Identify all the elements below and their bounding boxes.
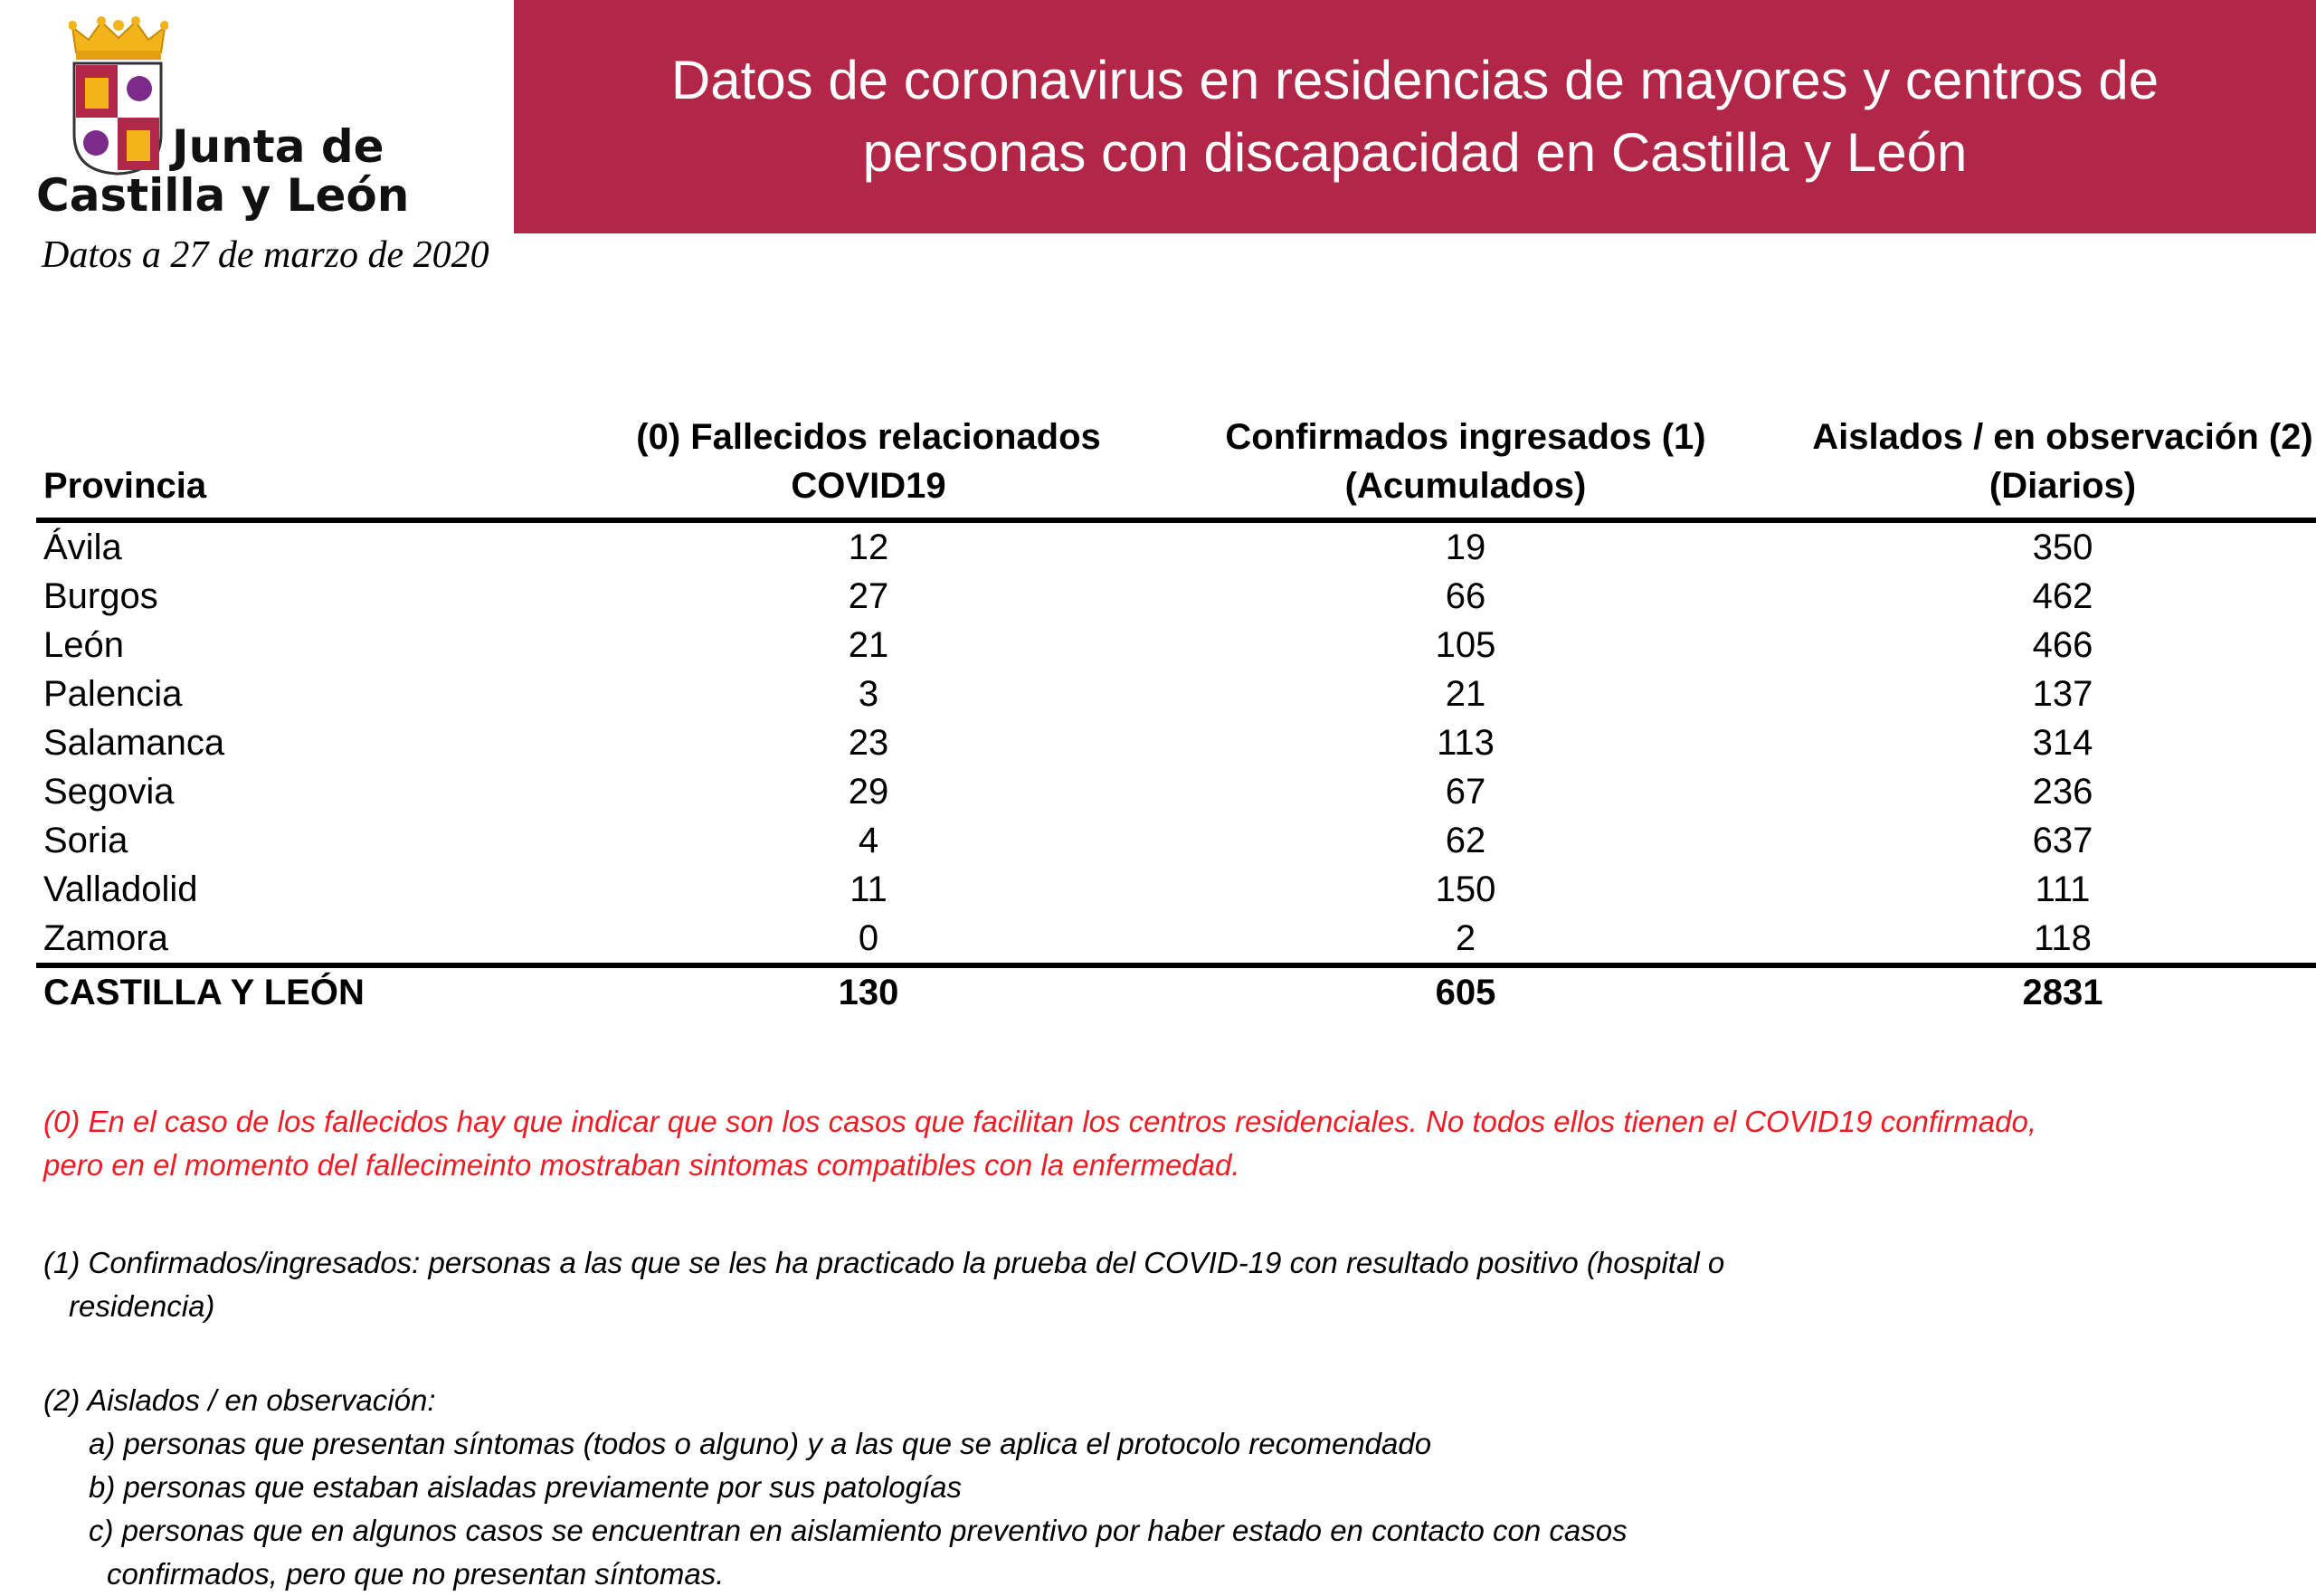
logo-line2: Castilla y León bbox=[36, 169, 410, 222]
note-confirmados-line1: (1) Confirmados/ingresados: personas a las que se les ha practicado la prueba del COVID-19 con resultado positivo (hospital o bbox=[43, 1246, 1725, 1279]
total-row bbox=[36, 963, 2316, 1019]
cell-provincia: Soria bbox=[43, 821, 128, 860]
cell-confirmados: 2 bbox=[1455, 918, 1476, 958]
cell-aislados: 350 bbox=[2032, 527, 2093, 567]
table-row bbox=[36, 816, 2316, 865]
cell-fallecidos: 27 bbox=[848, 576, 889, 616]
cell-aislados: 118 bbox=[2034, 918, 2092, 958]
note-aislados-a: a) personas que presentan síntomas (todos o alguno) y a las que se aplica el protocolo recomendado bbox=[89, 1427, 1432, 1460]
header-aislados bbox=[1746, 413, 2316, 510]
header-fallecidos-line2: COVID19 bbox=[791, 466, 946, 506]
header-fallecidos-line1: (0) Fallecidos relacionados bbox=[636, 417, 1101, 457]
cell-aislados: 314 bbox=[2032, 723, 2093, 763]
header-confirmados-line1: Confirmados ingresados (1) bbox=[1225, 417, 1706, 457]
note-aislados-title: (2) Aislados / en observación: bbox=[43, 1383, 436, 1417]
cell-fallecidos: 29 bbox=[848, 772, 889, 812]
cell-provincia: Palencia bbox=[43, 674, 183, 714]
title-line2: personas con discapacidad en Castilla y León bbox=[862, 122, 1968, 183]
table-row bbox=[36, 914, 2316, 963]
title-line1: Datos de coronavirus en residencias de mayores y centros de bbox=[670, 50, 2159, 110]
cell-aislados: 236 bbox=[2032, 772, 2093, 812]
coat-of-arms-icon bbox=[72, 62, 163, 176]
total-provincia: CASTILLA Y LEÓN bbox=[43, 973, 365, 1012]
cell-provincia: Segovia bbox=[43, 772, 175, 812]
cell-confirmados: 19 bbox=[1445, 527, 1486, 567]
cell-provincia: Valladolid bbox=[43, 869, 198, 909]
cell-aislados: 111 bbox=[2035, 869, 2091, 909]
table-row bbox=[36, 523, 2316, 572]
table-row bbox=[36, 670, 2316, 718]
note-confirmados bbox=[43, 1241, 1724, 1328]
cell-confirmados: 21 bbox=[1445, 674, 1486, 714]
cell-fallecidos: 3 bbox=[858, 674, 879, 714]
cell-confirmados: 67 bbox=[1445, 772, 1486, 812]
logo-line1: Junta de bbox=[172, 120, 384, 173]
data-table bbox=[36, 407, 2316, 1019]
cell-confirmados: 62 bbox=[1445, 821, 1486, 860]
header-aislados-line1: Aislados / en observación (2) bbox=[1812, 417, 2313, 457]
note-fallecidos-line2: pero en el momento del fallecimeinto mostraban sintomas compatibles con la enfermedad. bbox=[43, 1148, 1240, 1182]
cell-aislados: 137 bbox=[2032, 674, 2093, 714]
table-row bbox=[36, 718, 2316, 767]
table-row bbox=[36, 767, 2316, 816]
note-aislados-c1: c) personas que en algunos casos se encuentran en aislamiento preventivo por haber estado en contacto con casos bbox=[89, 1514, 1628, 1547]
title-banner bbox=[514, 0, 2316, 233]
note-aislados bbox=[43, 1379, 1628, 1596]
note-fallecidos-line1: (0) En el caso de los fallecidos hay que indicar que son los casos que facilitan los centros residenciales. No todos ellos tienen el COVID19 confirmado, bbox=[43, 1105, 2037, 1138]
cell-fallecidos: 23 bbox=[848, 723, 889, 763]
report-date: Datos a 27 de marzo de 2020 bbox=[42, 234, 489, 276]
junta-logo bbox=[36, 16, 410, 224]
note-aislados-c2: confirmados, pero que no presentan síntomas. bbox=[107, 1557, 725, 1591]
cell-confirmados: 66 bbox=[1445, 576, 1486, 616]
cell-fallecidos: 12 bbox=[848, 527, 889, 567]
cell-fallecidos: 0 bbox=[858, 918, 879, 958]
table-row bbox=[36, 572, 2316, 621]
table-header bbox=[36, 407, 2316, 523]
note-confirmados-line2: residencia) bbox=[69, 1289, 215, 1323]
cell-fallecidos: 21 bbox=[848, 625, 889, 665]
cell-confirmados: 150 bbox=[1435, 869, 1496, 909]
total-fallecidos: 130 bbox=[838, 973, 899, 1012]
header-confirmados bbox=[1149, 413, 1782, 510]
total-confirmados: 605 bbox=[1435, 973, 1496, 1012]
total-aislados: 2831 bbox=[2022, 973, 2103, 1012]
header-fallecidos bbox=[552, 413, 1185, 510]
cell-provincia: León bbox=[43, 625, 124, 665]
cell-fallecidos: 11 bbox=[850, 869, 887, 909]
cell-confirmados: 113 bbox=[1437, 723, 1495, 763]
header-aislados-line2: (Diarios) bbox=[1989, 466, 2137, 506]
note-aislados-b: b) personas que estaban aisladas previamente por sus patologías bbox=[89, 1470, 962, 1504]
cell-provincia: Ávila bbox=[43, 527, 122, 567]
note-fallecidos bbox=[43, 1100, 2036, 1187]
header-provincia: Provincia bbox=[43, 466, 207, 506]
cell-provincia: Zamora bbox=[43, 918, 168, 958]
cell-fallecidos: 4 bbox=[858, 821, 879, 860]
cell-aislados: 462 bbox=[2032, 576, 2093, 616]
cell-aislados: 637 bbox=[2032, 821, 2093, 860]
cell-aislados: 466 bbox=[2032, 625, 2093, 665]
cell-provincia: Salamanca bbox=[43, 723, 225, 763]
cell-confirmados: 105 bbox=[1435, 625, 1496, 665]
crown-icon bbox=[69, 16, 168, 62]
table-row bbox=[36, 865, 2316, 914]
table-row bbox=[36, 621, 2316, 670]
header-confirmados-line2: (Acumulados) bbox=[1344, 466, 1587, 506]
cell-provincia: Burgos bbox=[43, 576, 158, 616]
page-title bbox=[565, 44, 2265, 189]
